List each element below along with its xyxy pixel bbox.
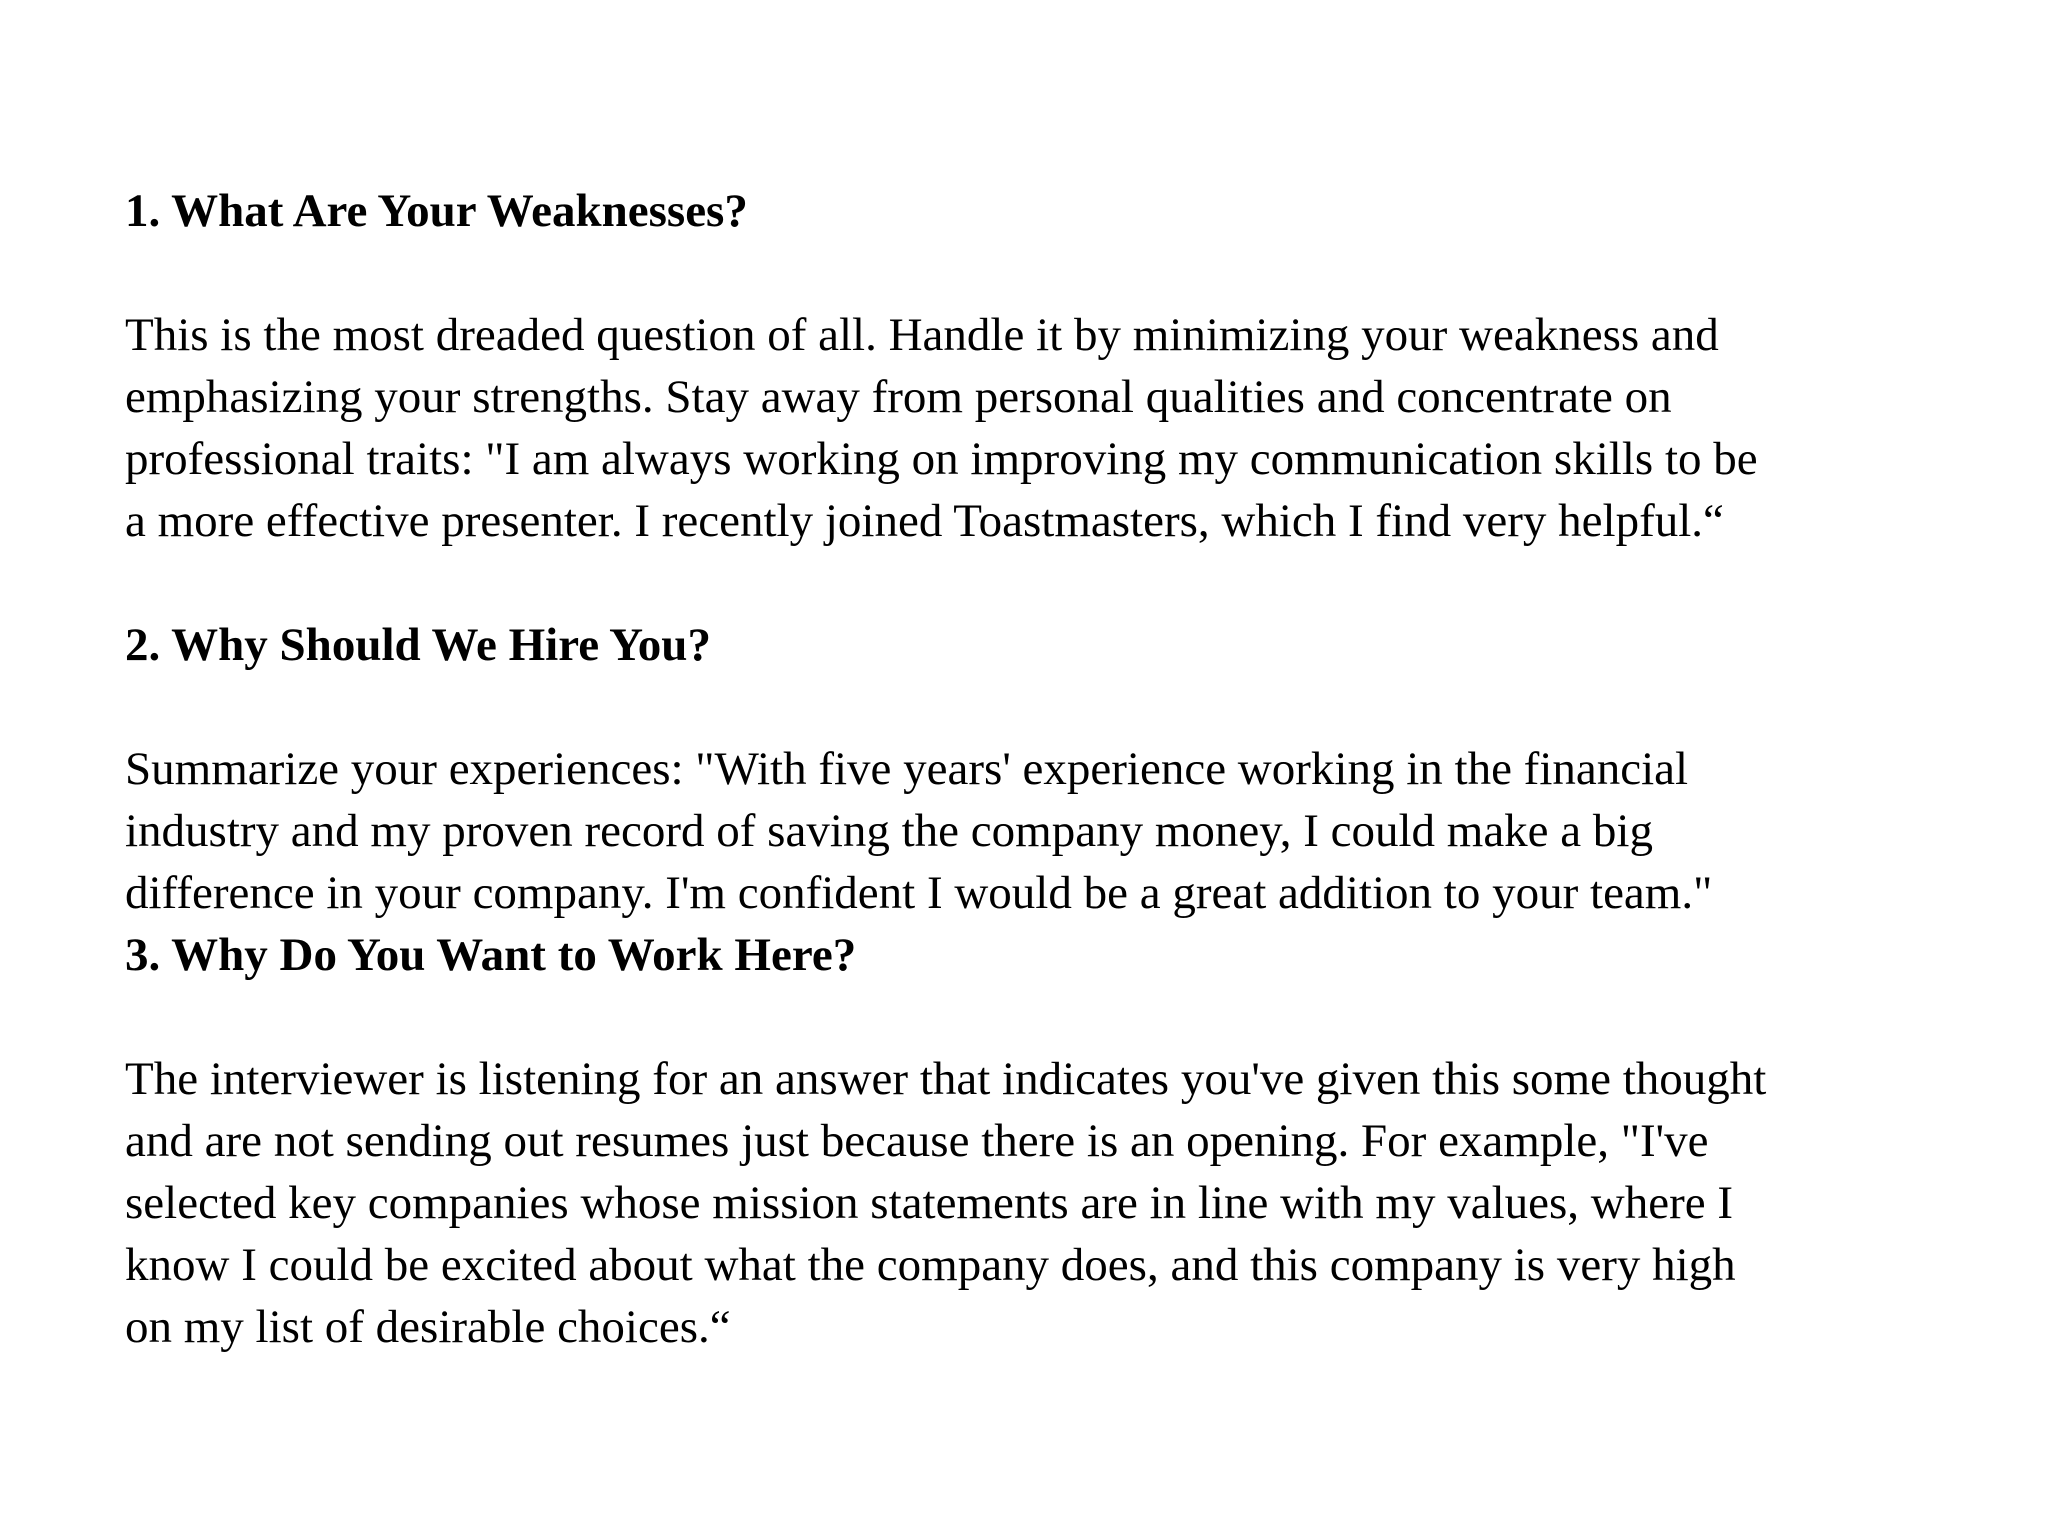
section-body — [125, 304, 1985, 552]
body-line: This is the most dreaded question of all. Handle it by minimizing your weakness and — [125, 309, 1719, 361]
body-line: on my list of desirable choices.“ — [125, 1301, 731, 1353]
section-body — [125, 1048, 1985, 1358]
section-body — [125, 738, 1985, 924]
spacer — [125, 242, 1985, 304]
body-line: and are not sending out resumes just because there is an opening. For example, "I've — [125, 1115, 1709, 1167]
body-line: selected key companies whose mission statements are in line with my values, where I — [125, 1177, 1734, 1229]
document-page — [125, 180, 1985, 1358]
section-weaknesses — [125, 180, 1985, 552]
body-line: know I could be excited about what the company does, and this company is very high — [125, 1239, 1736, 1291]
body-line: emphasizing your strengths. Stay away from personal qualities and concentrate on — [125, 371, 1672, 423]
spacer — [125, 676, 1985, 738]
body-line: The interviewer is listening for an answer that indicates you've given this some thought — [125, 1053, 1767, 1105]
spacer — [125, 552, 1985, 614]
body-line: Summarize your experiences: "With five years' experience working in the financial — [125, 743, 1689, 795]
section-why-work-here — [125, 924, 1985, 1358]
body-line: difference in your company. I'm confident I would be a great addition to your team." — [125, 867, 1713, 919]
body-line: a more effective presenter. I recently joined Toastmasters, which I find very helpful.“ — [125, 495, 1724, 547]
section-why-hire — [125, 614, 1985, 924]
spacer — [125, 986, 1985, 1048]
body-line: industry and my proven record of saving the company money, I could make a big — [125, 805, 1653, 857]
body-line: professional traits: "I am always working on improving my communication skills to be — [125, 433, 1758, 485]
section-heading: 2. Why Should We Hire You? — [125, 619, 711, 671]
section-heading: 1. What Are Your Weaknesses? — [125, 185, 748, 237]
section-heading: 3. Why Do You Want to Work Here? — [125, 929, 857, 981]
